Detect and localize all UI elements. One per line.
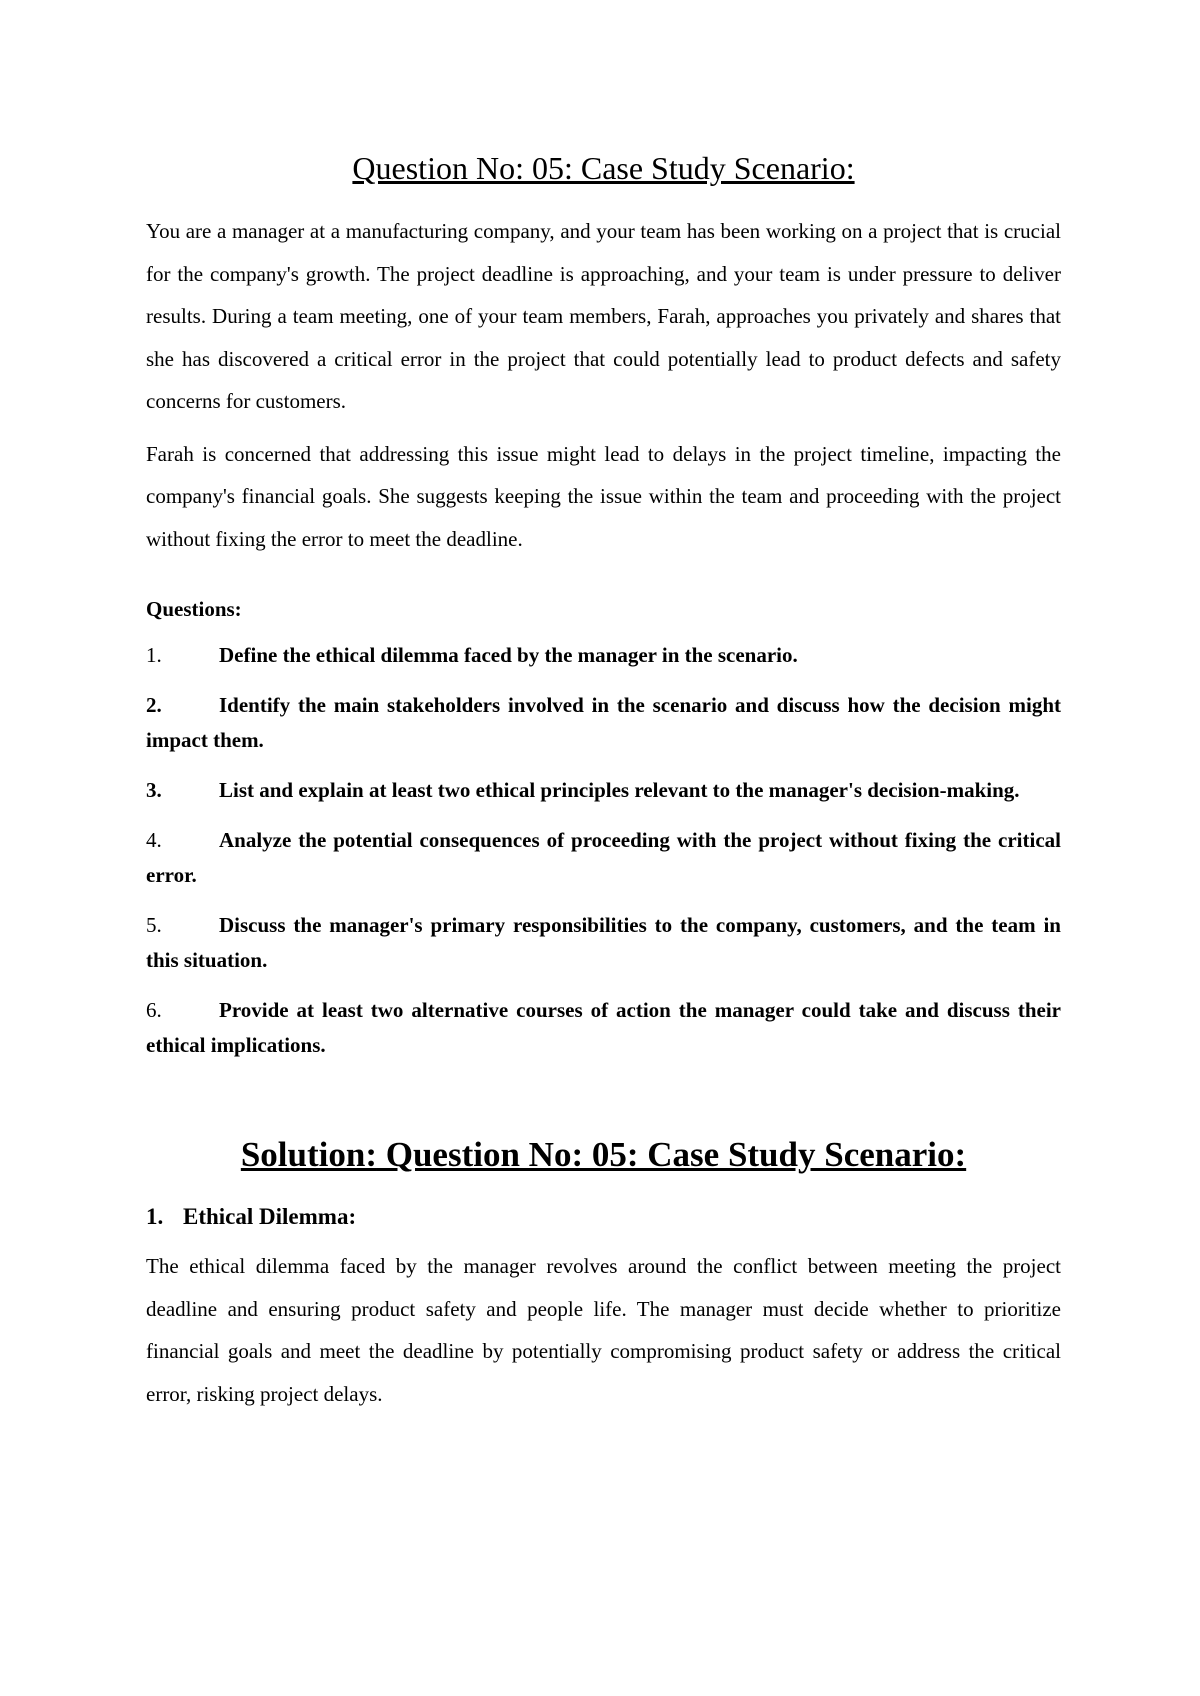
question-title: Question No: 05: Case Study Scenario: bbox=[352, 150, 855, 186]
question-number: 5. bbox=[146, 913, 162, 937]
question-text: Identify the main stakeholders involved in the scenario and discuss how the decision might impact them. bbox=[146, 693, 1061, 752]
scenario-paragraph-1: You are a manager at a manufacturing company, and your team has been working on a project that is crucial for the company's growth. The project deadline is approaching, and your team is under pressure to deliver results. During a team meeting, one of your team members, Farah, approaches you privately and shares that she has discovered a critical error in the project that could potentially lead to product defects and safety concerns for customers. bbox=[146, 219, 1061, 413]
solution-title-rest: Question No: 05: Case Study Scenario: bbox=[376, 1135, 967, 1174]
document-content bbox=[146, 142, 1061, 1425]
question-text: Analyze the potential consequences of proceeding with the project without fixing the critical error. bbox=[146, 828, 1061, 887]
question-number: 4. bbox=[146, 828, 162, 852]
question-item bbox=[146, 908, 1061, 978]
question-number: 3. bbox=[146, 778, 162, 802]
solution-title-prefix: Solution: bbox=[240, 1135, 377, 1174]
solution-section-heading bbox=[146, 1201, 1061, 1233]
solution-section-title: Ethical Dilemma: bbox=[183, 1204, 357, 1229]
scenario-paragraph-2: Farah is concerned that addressing this issue might lead to delays in the project timeline, impacting the company's financial goals. She suggests keeping the issue within the team and proceeding with the project without fixing the error to meet the deadline. bbox=[146, 441, 1061, 551]
solution-title bbox=[146, 1129, 1061, 1181]
question-text: Discuss the manager's primary responsibilities to the company, customers, and the team in this situation. bbox=[146, 913, 1061, 972]
question-item bbox=[146, 638, 1061, 673]
question-item bbox=[146, 688, 1061, 758]
solution-section-number: 1. bbox=[146, 1204, 164, 1229]
question-text: Define the ethical dilemma faced by the manager in the scenario. bbox=[219, 643, 798, 667]
question-number: 1. bbox=[146, 643, 162, 667]
question-text: Provide at least two alternative courses of action the manager could take and discuss their ethical implications. bbox=[146, 998, 1061, 1057]
question-text: List and explain at least two ethical principles relevant to the manager's decision-making. bbox=[219, 778, 1020, 802]
solution-paragraph: The ethical dilemma faced by the manager revolves around the conflict between meeting the project deadline and ensuring product safety and people life. The manager must decide whether to prioritize financial goals and meet the deadline by potentially compromising product safety or address the critical error, risking project delays. bbox=[146, 1254, 1061, 1406]
questions-heading: Questions: bbox=[146, 597, 242, 621]
question-item bbox=[146, 823, 1061, 893]
question-number: 2. bbox=[146, 693, 162, 717]
question-item bbox=[146, 993, 1061, 1063]
question-item bbox=[146, 773, 1061, 808]
question-number: 6. bbox=[146, 998, 162, 1022]
